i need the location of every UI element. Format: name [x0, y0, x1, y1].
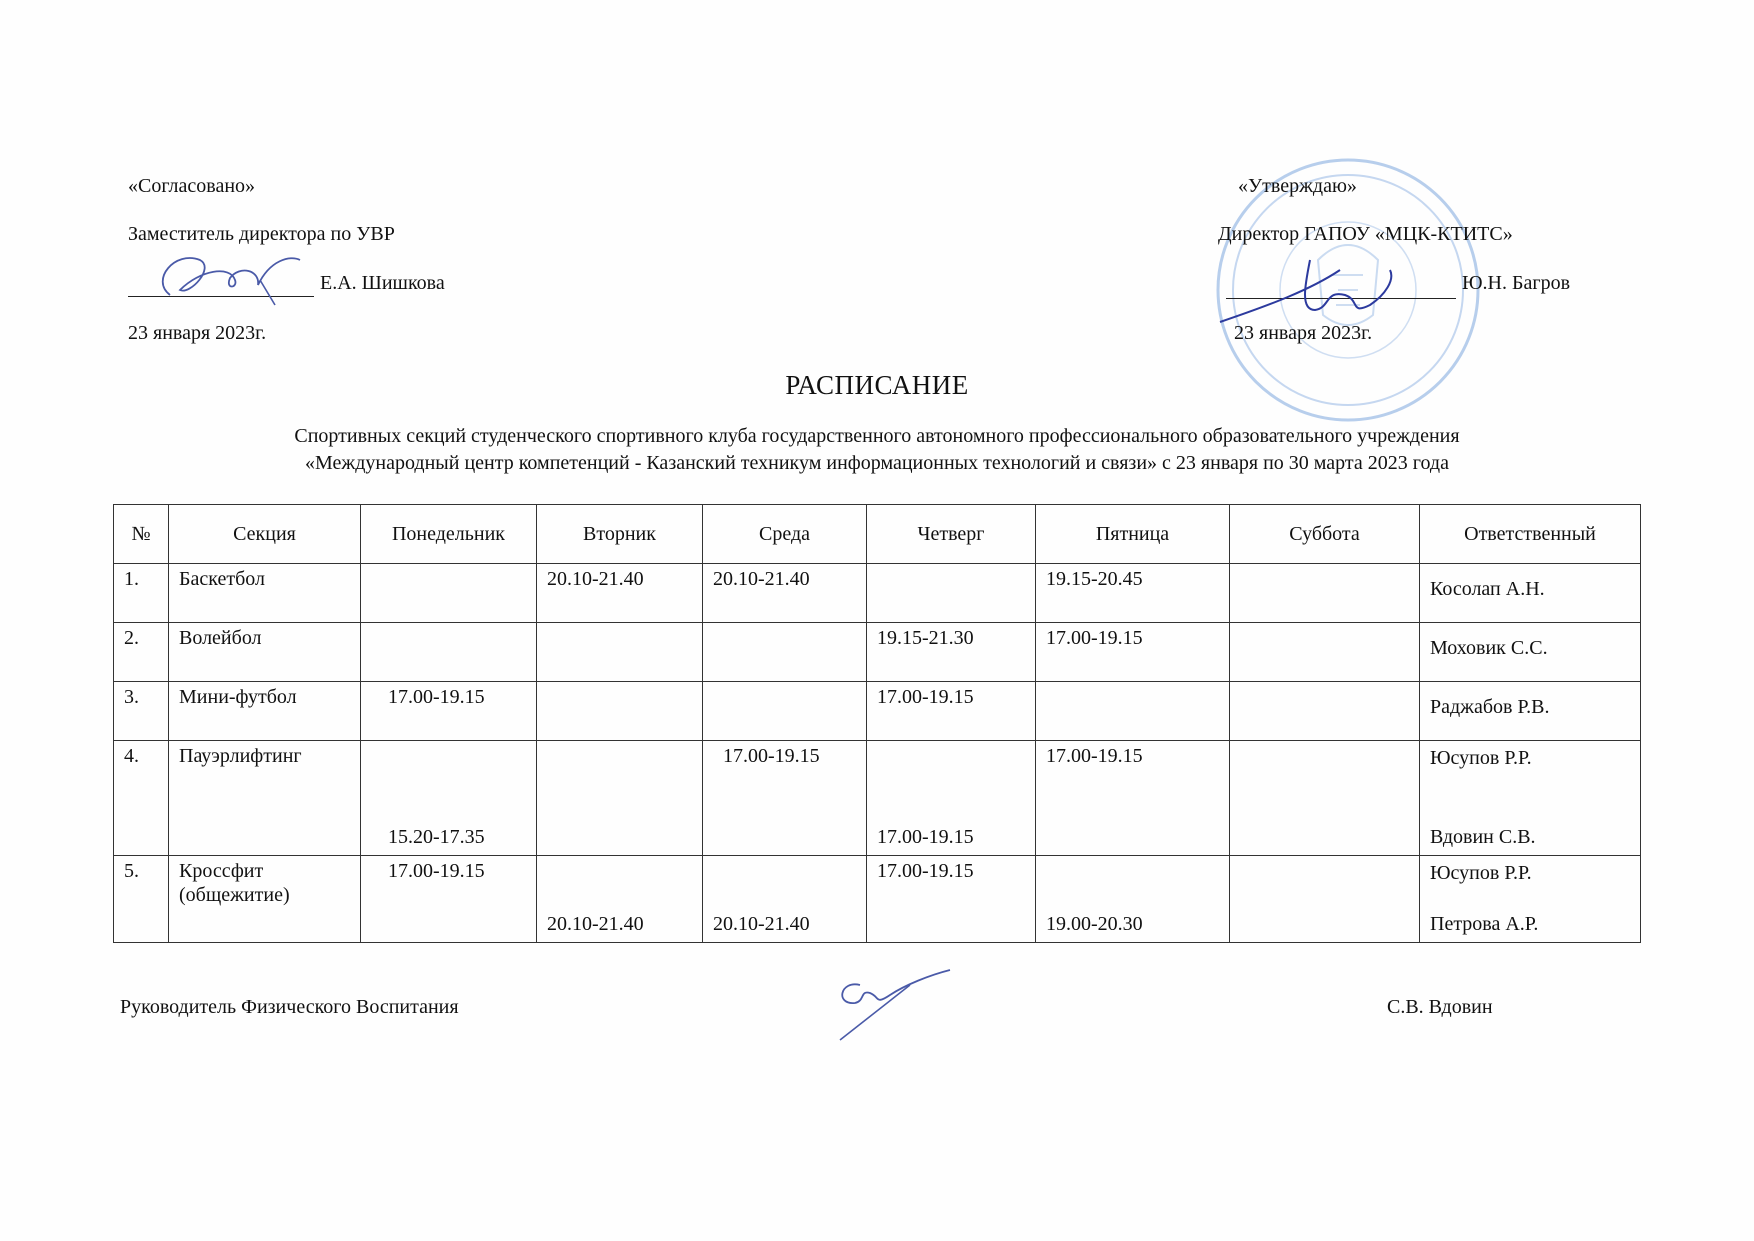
row-wed: 20.10-21.40: [713, 568, 810, 590]
header-monday: Понедельник: [361, 505, 537, 564]
row-tue: 20.10-21.40: [547, 568, 644, 590]
approval-left-signature: [140, 240, 310, 310]
row-thu: 17.00-19.15: [877, 860, 974, 882]
row-wed: 20.10-21.40: [713, 913, 810, 935]
approval-left-name: Е.А. Шишкова: [320, 272, 445, 294]
row-num: 3.: [124, 686, 139, 708]
row-section: Волейбол: [179, 627, 262, 649]
row-section-note: (общежитие): [179, 884, 290, 906]
row-fri: 17.00-19.15: [1046, 745, 1143, 767]
approval-left-position: Заместитель директора по УВР: [128, 223, 395, 245]
header-responsible: Ответственный: [1420, 505, 1641, 564]
row-num: 2.: [124, 627, 139, 649]
header-num: №: [114, 505, 169, 564]
header-wednesday: Среда: [703, 505, 867, 564]
subtitle-line-2: «Международный центр компетенций - Казанский техникум информационных технологий и связи» с 23 января по 30 марта 2023 года: [305, 452, 1449, 474]
header-thursday: Четверг: [867, 505, 1036, 564]
row-section: Баскетбол: [179, 568, 265, 590]
row-section: Мини-футбол: [179, 686, 297, 708]
row-thu: 17.00-19.15: [877, 826, 974, 848]
row-tue: 20.10-21.40: [547, 913, 644, 935]
row-mon: 17.00-19.15: [388, 860, 485, 882]
row-thu: 17.00-19.15: [877, 686, 974, 708]
row-responsible-secondary: Петрова А.Р.: [1430, 913, 1539, 935]
table-header-row: [114, 505, 1641, 564]
approval-right-date: 23 января 2023г.: [1234, 322, 1373, 344]
row-mon: 17.00-19.15: [388, 686, 485, 708]
row-section: Кроссфит: [179, 860, 264, 882]
page-title: РАСПИСАНИЕ: [785, 370, 969, 400]
header-section: Секция: [169, 505, 361, 564]
table-row: [114, 682, 1641, 741]
row-responsible: Косолап А.Н.: [1430, 578, 1545, 600]
approval-right-signature: [1210, 250, 1410, 330]
table-row: [114, 564, 1641, 623]
footer-position: Руководитель Физического Воспитания: [120, 996, 459, 1018]
approval-right-label: «Утверждаю»: [1238, 175, 1357, 197]
row-num: 1.: [124, 568, 139, 590]
row-wed: 17.00-19.15: [723, 745, 820, 767]
table-row: [114, 623, 1641, 682]
row-thu: 19.15-21.30: [877, 627, 974, 649]
schedule-table: [113, 504, 1641, 943]
document-subtitle: [0, 423, 1754, 477]
table-row: [114, 856, 1641, 943]
row-section: Пауэрлифтинг: [179, 745, 302, 767]
footer-name: С.В. Вдовин: [1387, 996, 1493, 1018]
row-responsible-primary: Юсупов Р.Р.: [1430, 862, 1532, 884]
row-mon: 15.20-17.35: [388, 826, 485, 848]
approval-left-label: «Согласовано»: [128, 175, 256, 197]
subtitle-line-1: Спортивных секций студенческого спортивного клуба государственного автономного профессионального образовательного учреждения: [294, 425, 1460, 447]
row-num: 4.: [124, 745, 139, 767]
row-responsible-secondary: Вдовин С.В.: [1430, 826, 1536, 848]
approval-right-position: Директор ГАПОУ «МЦК-КТИТС»: [1218, 223, 1513, 245]
row-num: 5.: [124, 860, 139, 882]
row-responsible-primary: Юсупов Р.Р.: [1430, 747, 1532, 769]
header-friday: Пятница: [1036, 505, 1230, 564]
row-fri: 19.00-20.30: [1046, 913, 1143, 935]
row-responsible: Моховик С.С.: [1430, 637, 1548, 659]
row-responsible: Раджабов Р.В.: [1430, 696, 1550, 718]
row-fri: 17.00-19.15: [1046, 627, 1143, 649]
header-tuesday: Вторник: [537, 505, 703, 564]
approval-left-date: 23 января 2023г.: [128, 322, 267, 344]
row-fri: 19.15-20.45: [1046, 568, 1143, 590]
header-saturday: Суббота: [1230, 505, 1420, 564]
footer-signature: [820, 965, 960, 1045]
approval-right-name: Ю.Н. Багров: [1462, 272, 1571, 294]
table-row: [114, 741, 1641, 856]
